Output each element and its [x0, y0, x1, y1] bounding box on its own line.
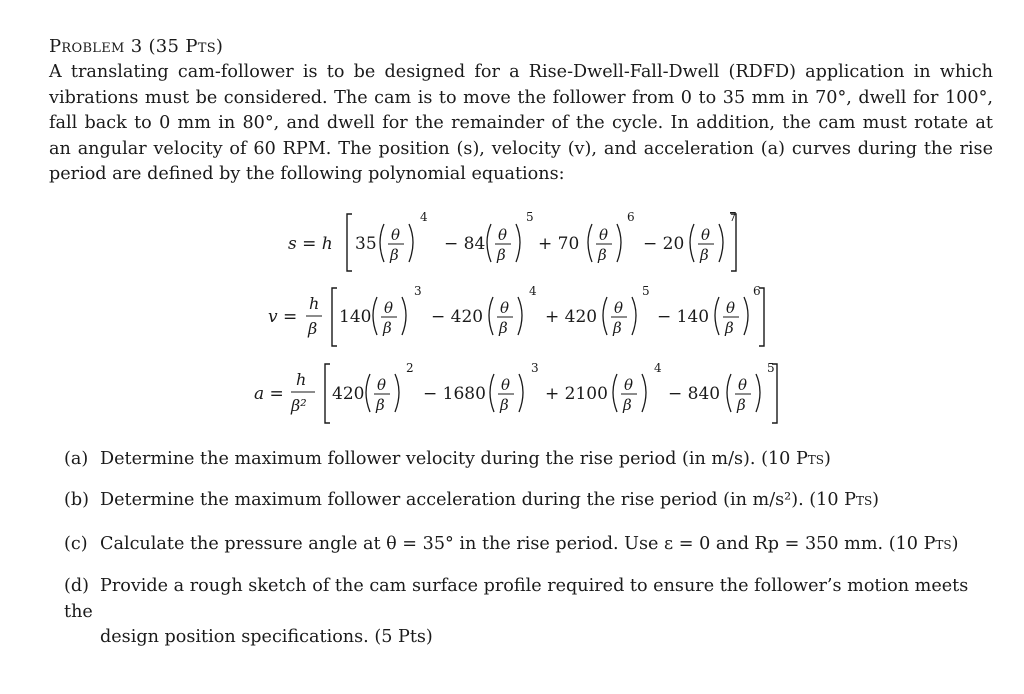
term-coefficient: − 84: [444, 234, 486, 254]
statement-line: A translating cam-follower is to be designed for a Rise-Dwell-Fall-Dwell (RDFD) application in which: [49, 62, 993, 82]
fraction-numerator: θ: [498, 226, 508, 244]
term-coefficient: − 420: [431, 307, 484, 327]
fraction-denominator: β: [376, 396, 385, 414]
question-label: (d): [64, 576, 89, 596]
velocity-lhs: v =: [268, 307, 298, 327]
fraction-numerator: θ: [599, 226, 609, 244]
fraction-numerator: θ: [624, 376, 634, 394]
question-points: (10 Pts): [761, 449, 831, 469]
problem-title-word: Problem: [49, 36, 125, 57]
fraction-denominator: β: [383, 319, 392, 337]
acceleration-equation: [254, 361, 777, 423]
term-exponent: 3: [414, 284, 422, 298]
fraction-numerator: θ: [614, 299, 624, 317]
term-coefficient: + 420: [545, 307, 598, 327]
statement-line: period are defined by the following polynomial equations:: [49, 164, 565, 184]
problem-points: (35 Pts): [148, 36, 224, 57]
question-body: Determine the maximum follower velocity during the rise period (in m/s).: [100, 449, 762, 469]
term-coefficient: + 2100: [545, 384, 608, 404]
statement-line: fall back to 0 mm in 80°, and dwell for the remainder of the cycle. In addition, the cam must rotate at: [49, 113, 993, 133]
fraction-numerator: θ: [500, 299, 510, 317]
term-coefficient: − 840: [668, 384, 721, 404]
term-exponent: 7: [729, 210, 737, 224]
term-coefficient: 420: [332, 384, 365, 404]
question-text: [100, 449, 831, 469]
term-exponent: 5: [526, 210, 534, 224]
question-label: (b): [64, 490, 89, 510]
velocity-factor-numerator: h: [309, 294, 320, 313]
term-coefficient: 35: [355, 234, 377, 254]
question-text: Provide a rough sketch of the cam surface profile required to ensure the follower’s motion meets the: [64, 576, 969, 622]
term-exponent: 2: [406, 361, 414, 375]
fraction-denominator: β: [499, 319, 508, 337]
question-b: [64, 488, 994, 514]
term-coefficient: 140: [339, 307, 372, 327]
term-exponent: 4: [529, 284, 537, 298]
term-coefficient: − 1680: [423, 384, 486, 404]
statement-line: vibrations must be considered. The cam is to move the follower from 0 to 35 mm in 70°, dwell for 100°,: [49, 87, 993, 108]
fraction-denominator: β: [725, 319, 734, 337]
position-lhs: s = h: [288, 234, 333, 254]
question-body: Determine the maximum follower acceleration during the rise period (in m/s²).: [100, 490, 810, 510]
fraction-denominator: β: [700, 246, 709, 264]
fraction-numerator: θ: [726, 299, 736, 317]
term-coefficient: − 20: [643, 234, 685, 254]
term-exponent: 3: [531, 361, 539, 375]
question-d: [64, 574, 994, 651]
question-c: [64, 532, 994, 558]
question-text: [100, 534, 959, 554]
acceleration-factor-numerator: h: [296, 370, 307, 389]
velocity-factor-denominator: β: [308, 319, 318, 338]
question-text-continued: design position specifications. (5 Pts): [100, 627, 433, 647]
term-coefficient: − 140: [657, 307, 710, 327]
fraction-denominator: β: [737, 396, 746, 414]
term-exponent: 4: [654, 361, 662, 375]
fraction-numerator: θ: [501, 376, 511, 394]
question-text: [100, 490, 879, 510]
problem-number: 3: [130, 36, 143, 57]
fraction-denominator: β: [613, 319, 622, 337]
fraction-denominator: β: [500, 396, 509, 414]
term-coefficient: + 70: [538, 234, 580, 254]
fraction-denominator: β: [623, 396, 632, 414]
fraction-numerator: θ: [701, 226, 711, 244]
term-exponent: 4: [420, 210, 428, 224]
statement-line: an angular velocity of 60 RPM. The position (s), velocity (v), and acceleration (a) curves during the rise: [49, 138, 993, 159]
acceleration-lhs: a =: [254, 384, 284, 404]
fraction-denominator: β: [497, 246, 506, 264]
question-label: (a): [64, 449, 89, 469]
fraction-denominator: β: [390, 246, 399, 264]
acceleration-factor-denominator: β²: [291, 396, 307, 415]
term-exponent: 6: [627, 210, 635, 224]
term-exponent: 5: [767, 361, 775, 375]
fraction-denominator: β: [598, 246, 607, 264]
velocity-equation: [268, 284, 764, 346]
fraction-numerator: θ: [391, 226, 401, 244]
fraction-numerator: θ: [377, 376, 387, 394]
position-equation: [288, 210, 737, 271]
question-a: [64, 447, 994, 473]
question-points: (10 Pts): [809, 490, 880, 510]
term-exponent: 5: [642, 284, 650, 298]
question-body: Calculate the pressure angle at θ = 35° in the rise period. Use ε = 0 and Rp = 350 mm.: [100, 534, 889, 554]
question-points: (10 Pts): [888, 534, 959, 554]
fraction-numerator: θ: [384, 299, 394, 317]
fraction-numerator: θ: [738, 376, 748, 394]
term-exponent: 6: [753, 284, 761, 298]
question-label: (c): [64, 534, 88, 554]
